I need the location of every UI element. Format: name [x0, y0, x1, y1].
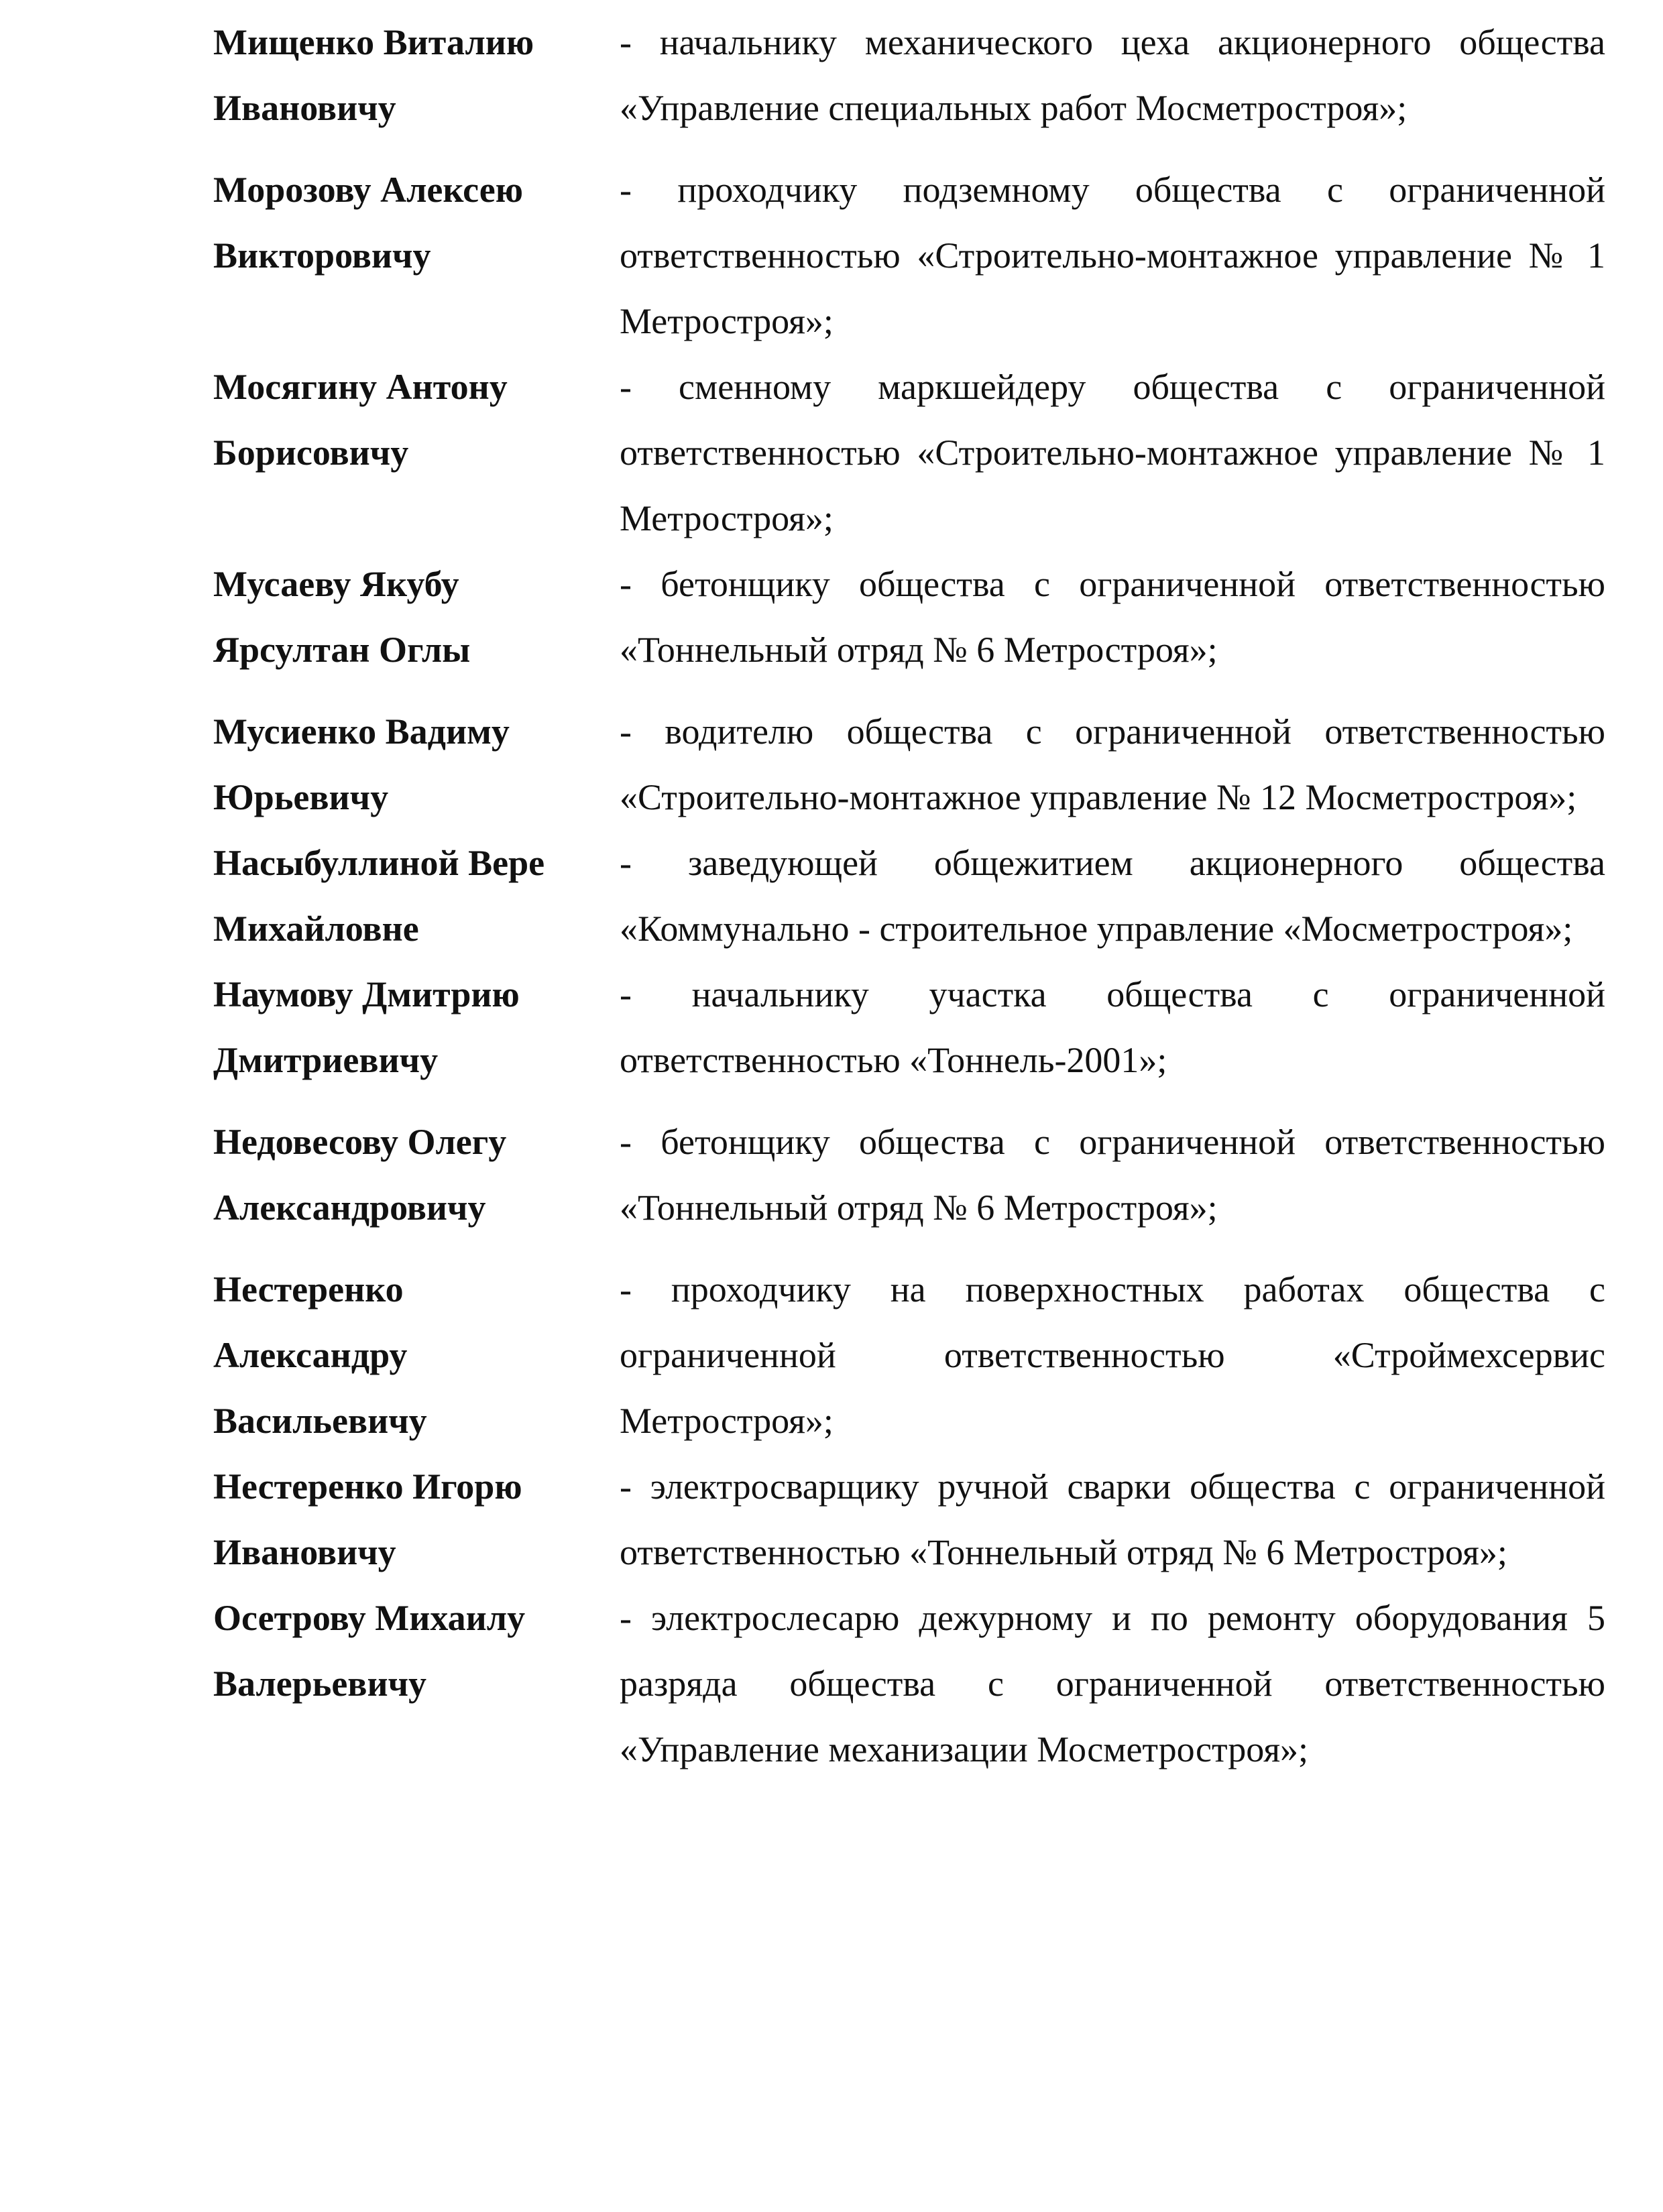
- list-entry: [213, 9, 1605, 141]
- name-line: Мосягину Антону: [213, 367, 508, 407]
- person-name: [213, 9, 620, 141]
- name-line: Насыбуллиной Вере: [213, 843, 545, 883]
- list-entry: [213, 551, 1605, 683]
- position-description: - электрослесарю дежурному и по ремонту оборудования 5 разряда общества с ограниченной ответственностью «Управление механизации Мосметростроя»;: [620, 1598, 1605, 1769]
- name-line: Нестеренко: [213, 1269, 404, 1309]
- name-line: Викторовичу: [213, 235, 431, 276]
- position-description: - бетонщику общества с ограниченной ответственностью «Тоннельный отряд № 6 Метростроя»;: [620, 1122, 1605, 1228]
- name-line: Осетрову Михаилу: [213, 1598, 526, 1638]
- list-entry: [213, 157, 1605, 354]
- list-entry: [213, 1257, 1605, 1454]
- name-line: Борисовичу: [213, 432, 409, 473]
- name-line: Юрьевичу: [213, 777, 389, 817]
- name-line: Мусиенко Вадиму: [213, 711, 510, 752]
- name-line: Нестеренко Игорю: [213, 1466, 522, 1507]
- name-line: Валерьевичу: [213, 1664, 427, 1704]
- list-entry: [213, 699, 1605, 830]
- name-line: Морозову Алексею: [213, 170, 524, 210]
- position-description: - проходчику на поверхностных работах общества с ограниченной ответственностью «Строймехсервис Метростроя»;: [620, 1269, 1605, 1441]
- position-description: - бетонщику общества с ограниченной ответственностью «Тоннельный отряд № 6 Метростроя»;: [620, 564, 1605, 670]
- position-description: - начальнику механического цеха акционерного общества «Управление специальных работ Мосметростроя»;: [620, 22, 1605, 128]
- person-name: [213, 699, 620, 830]
- list-entry: [213, 1454, 1605, 1585]
- position-description: - проходчику подземному общества с ограниченной ответственностью «Строительно-монтажное управление № 1 Метростроя»;: [620, 170, 1605, 341]
- list-entry: [213, 1109, 1605, 1240]
- person-name: [213, 551, 620, 683]
- position-description: - заведующей общежитием акционерного общества «Коммунально - строительное управление «Мосметростроя»;: [620, 843, 1605, 949]
- person-name: [213, 354, 620, 485]
- name-line: Васильевичу: [213, 1401, 427, 1441]
- name-line: Александру: [213, 1335, 408, 1375]
- award-list: [213, 9, 1605, 1782]
- person-name: [213, 1109, 620, 1240]
- list-entry: [213, 962, 1605, 1093]
- list-entry: [213, 354, 1605, 551]
- name-line: Михайловне: [213, 909, 419, 949]
- person-name: [213, 1585, 620, 1716]
- name-line: Ярсултан Оглы: [213, 630, 471, 670]
- name-line: Наумову Дмитрию: [213, 974, 520, 1014]
- person-name: [213, 1257, 620, 1454]
- position-description: - водителю общества с ограниченной ответственностью «Строительно-монтажное управление № 12 Мосметростроя»;: [620, 711, 1605, 817]
- position-description: - сменному маркшейдеру общества с ограниченной ответственностью «Строительно-монтажное управление № 1 Метростроя»;: [620, 367, 1605, 538]
- position-description: - начальнику участка общества с ограниченной ответственностью «Тоннель-2001»;: [620, 974, 1605, 1080]
- name-line: Дмитриевичу: [213, 1040, 439, 1080]
- name-line: Ивановичу: [213, 88, 396, 128]
- name-line: Недовесову Олегу: [213, 1122, 507, 1162]
- person-name: [213, 157, 620, 288]
- person-name: [213, 830, 620, 962]
- list-entry: [213, 1585, 1605, 1782]
- name-line: Ивановичу: [213, 1532, 396, 1572]
- person-name: [213, 962, 620, 1093]
- list-entry: [213, 830, 1605, 962]
- name-line: Александровичу: [213, 1187, 486, 1228]
- name-line: Мищенко Виталию: [213, 22, 534, 62]
- person-name: [213, 1454, 620, 1585]
- position-description: - электросварщику ручной сварки общества с ограниченной ответственностью «Тоннельный отряд № 6 Метростроя»;: [620, 1466, 1605, 1572]
- name-line: Мусаеву Якубу: [213, 564, 459, 604]
